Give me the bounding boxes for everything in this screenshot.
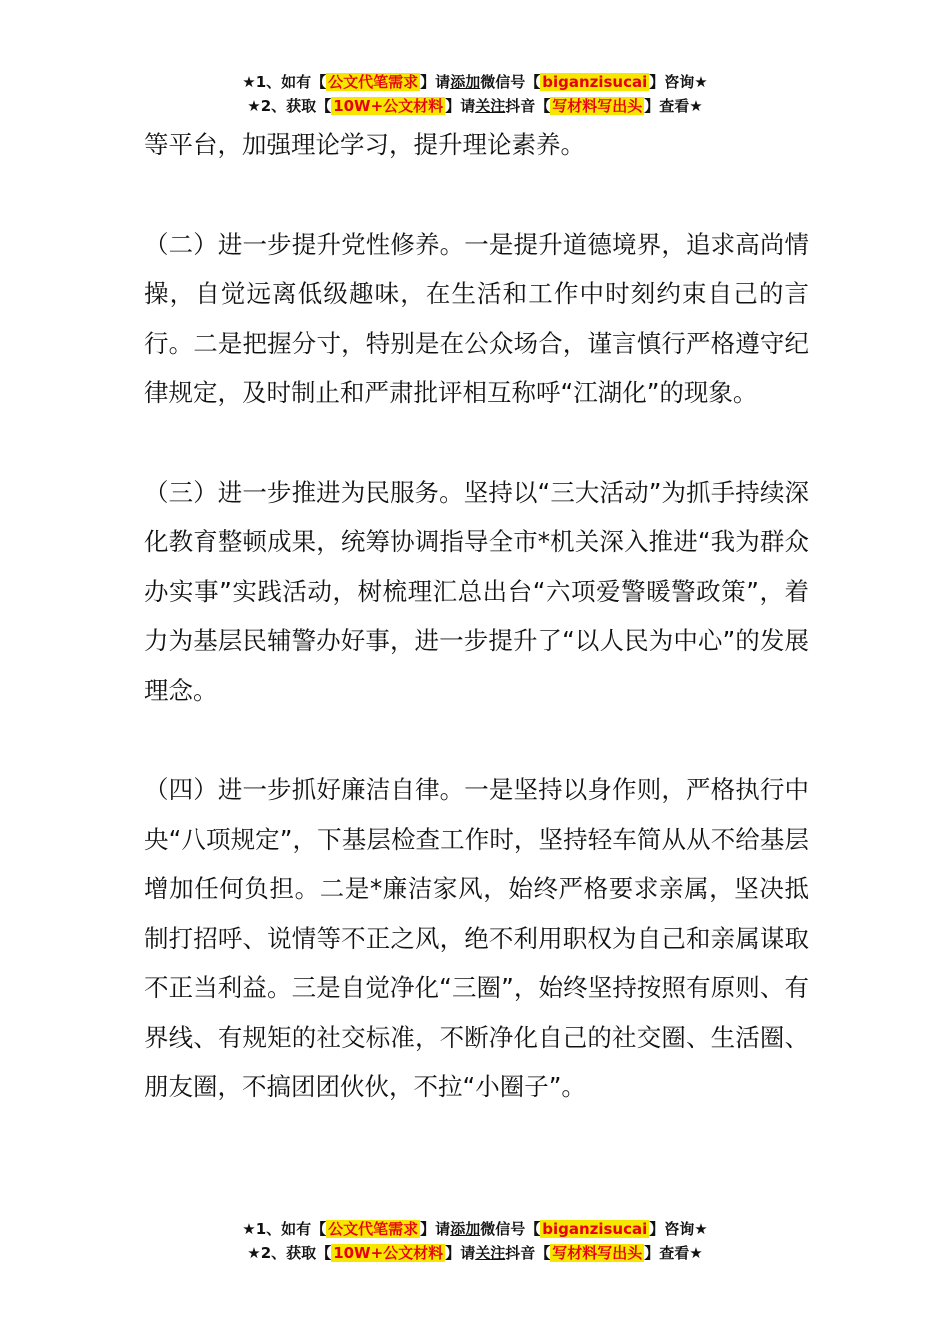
paragraph-integrity: （四）进一步抓好廉洁自律。一是坚持以身作则，严格执行中央“八项规定”，下基层检查工作时，坚持轻车简从从不给基层增加任何负担。二是*廉洁家风，始终严格要求亲属，坚决抵制打招呼、说情等不正之风，绝不利用职权为自己和亲属谋取不正当利益。三是自觉净化“三圈”，始终坚持按照有原则、有界线、有规矩的社交标准，不断净化自己的社交圈、生活圈、朋友圈，不搞团团伙伙，不拉“小圈子”。 — [144, 775, 809, 1101]
banner-text: 】查看★ — [644, 97, 703, 115]
banner-text: 】请 — [420, 73, 451, 91]
footer-banner — [0, 1217, 950, 1265]
banner-text: 抖音【 — [505, 1244, 551, 1262]
banner-text: 微信号【 — [480, 1220, 541, 1238]
banner-text: 】请 — [445, 1244, 476, 1262]
banner-text: 】请 — [445, 97, 476, 115]
wechat-id: biganzisucai — [542, 1220, 648, 1238]
banner-text: 】查看★ — [644, 1244, 703, 1262]
douyin-id: 写材料写出头 — [552, 1244, 643, 1262]
emphasis-text: 添加 — [450, 73, 481, 91]
banner-line-2 — [0, 94, 950, 118]
star-icon: ★ — [247, 97, 261, 115]
banner-text: 抖音【 — [505, 97, 551, 115]
banner-text: 2、获取【 — [260, 1244, 332, 1262]
star-icon: ★ — [242, 73, 256, 91]
star-icon: ★ — [247, 1244, 261, 1262]
banner-text: 】咨询★ — [649, 1220, 708, 1238]
service-highlight: 公文代笔需求 — [328, 1220, 419, 1238]
star-icon: ★ — [242, 1220, 256, 1238]
banner-text: 】咨询★ — [649, 73, 708, 91]
banner-line-1 — [0, 70, 950, 94]
emphasis-text: 关注 — [475, 1244, 506, 1262]
materials-highlight: 10W+公文材料 — [333, 1244, 444, 1262]
document-body — [144, 120, 809, 1112]
wechat-id: biganzisucai — [542, 73, 648, 91]
douyin-id: 写材料写出头 — [552, 97, 643, 115]
emphasis-text: 添加 — [450, 1220, 481, 1238]
emphasis-text: 关注 — [475, 97, 506, 115]
banner-text: 】请 — [420, 1220, 451, 1238]
service-highlight: 公文代笔需求 — [328, 73, 419, 91]
header-banner — [0, 70, 950, 118]
banner-text: 2、获取【 — [260, 97, 332, 115]
banner-text: 微信号【 — [480, 73, 541, 91]
banner-text: 1、如有【 — [255, 73, 327, 91]
banner-line-1 — [0, 1217, 950, 1241]
materials-highlight: 10W+公文材料 — [333, 97, 444, 115]
paragraph-0: 等平台，加强理论学习，提升理论素养。 — [144, 130, 585, 159]
banner-line-2 — [0, 1241, 950, 1265]
paragraph-party-spirit: （二）进一步提升党性修养。一是提升道德境界，追求高尚情操，自觉远离低级趣味，在生活和工作中时刻约束自己的言行。二是把握分寸，特别是在公众场合，谨言慎行严格遵守纪律规定，及时制止和严肃批评相互称呼“江湖化”的现象。 — [144, 229, 809, 407]
banner-text: 1、如有【 — [255, 1220, 327, 1238]
paragraph-serve-people: （三）进一步推进为民服务。坚持以“三大活动”为抓手持续深化教育整顿成果，统筹协调指导全市*机关深入推进“我为群众办实事”实践活动，树梳理汇总出台“六项爱警暖警政策”，着力为基层民辅警办好事，进一步提升了“以人民为中心”的发展理念。 — [144, 477, 809, 705]
